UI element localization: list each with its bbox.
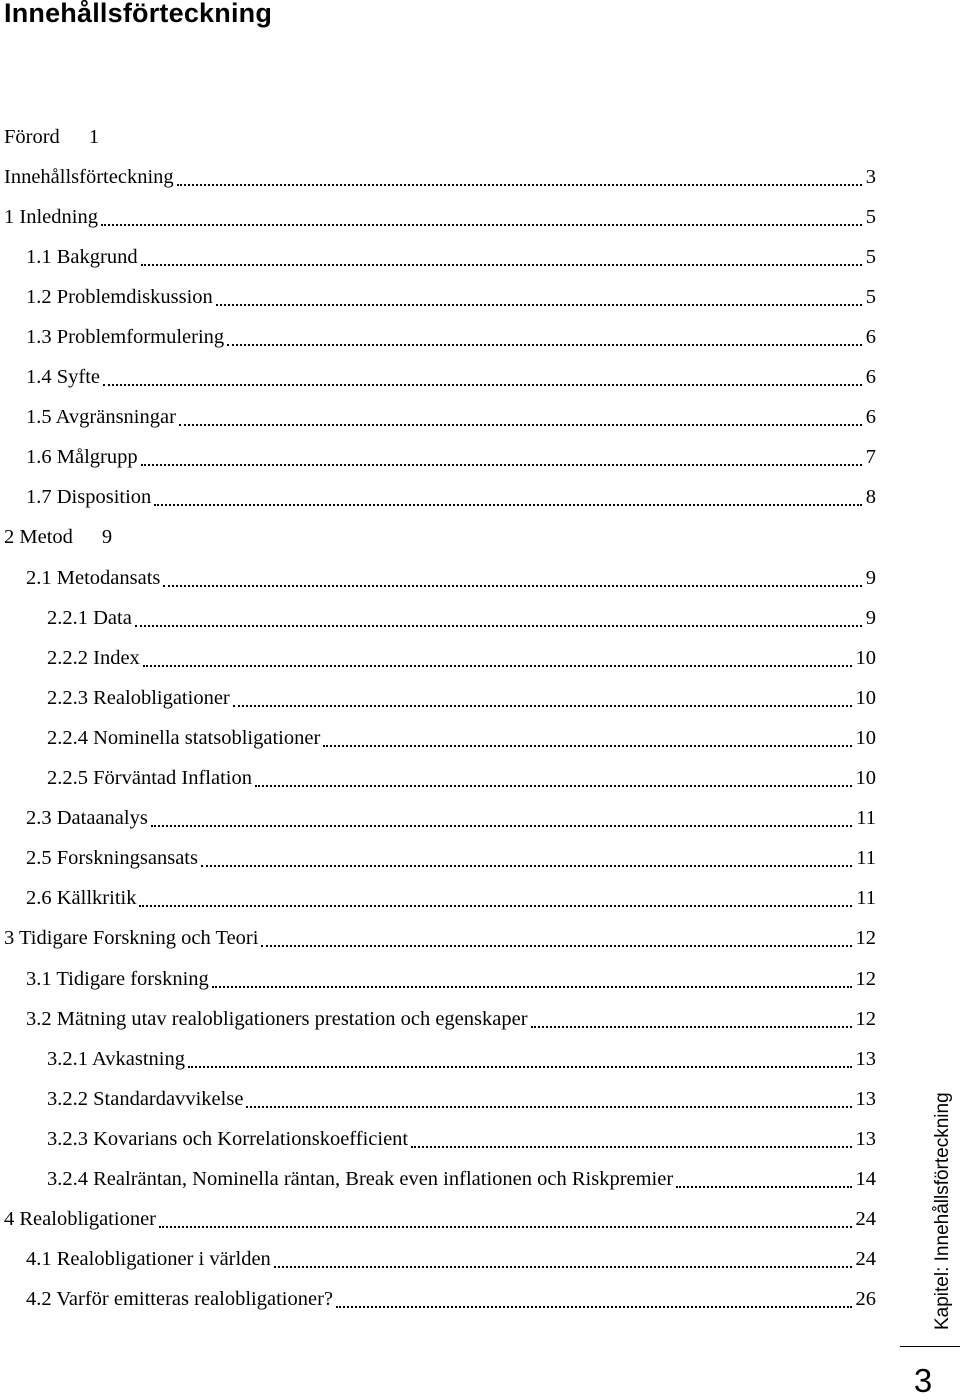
page-number: 3 (913, 1362, 933, 1399)
toc-entry-label: 2.2.5 Förväntad Inflation (47, 767, 252, 790)
toc-entry[interactable] (0, 1280, 876, 1320)
toc-entry-page: 13 (855, 1127, 876, 1150)
toc-entry-label: 2.3 Dataanalys (26, 807, 148, 830)
toc-entry-label: 3.2.3 Kovarians och Korrelationskoefficient (47, 1127, 409, 1150)
toc-entry-label: Innehållsförteckning (4, 165, 174, 188)
toc-entry-label: 1.1 Bakgrund (26, 245, 138, 268)
toc-entry-page: 24 (855, 1208, 876, 1231)
toc-entry-page: 9 (865, 566, 876, 589)
toc-entry[interactable] (0, 157, 876, 197)
toc-entry[interactable] (0, 598, 876, 638)
toc-entry-label: 2.1 Metodansats (26, 566, 161, 589)
toc-entry[interactable] (0, 718, 876, 758)
toc-entry-label: 3 Tidigare Forskning och Teori (4, 927, 259, 950)
toc-entry-page: 6 (865, 326, 876, 349)
toc-entry[interactable] (0, 518, 876, 558)
toc-entry-page: 8 (865, 486, 876, 509)
toc-entry[interactable] (0, 1039, 876, 1079)
toc-entry[interactable] (0, 277, 876, 317)
toc-entry-label: 3.1 Tidigare forskning (26, 967, 209, 990)
dot-leader (201, 864, 852, 867)
toc-entry-label: 2.2.3 Realobligationer (47, 686, 230, 709)
dot-leader (323, 744, 851, 747)
chapter-sidebar (900, 1060, 960, 1399)
dot-leader (246, 1105, 851, 1108)
dot-leader (179, 423, 862, 426)
toc-entry-page: 10 (855, 646, 876, 669)
dot-leader (212, 985, 852, 988)
toc-entry[interactable] (0, 117, 876, 157)
toc-entry-page: 10 (855, 726, 876, 749)
dot-leader (103, 383, 862, 386)
toc-entry[interactable] (0, 358, 876, 398)
toc-entry[interactable] (0, 799, 876, 839)
toc-entry[interactable] (0, 1119, 876, 1159)
toc-entry-label: 4.1 Realobligationer i världen (26, 1248, 271, 1271)
sidebar-divider (900, 1346, 960, 1347)
toc-entry-label: 1 Inledning (4, 205, 98, 228)
toc-entry-page: 11 (856, 847, 876, 870)
toc-entry-label: 4.2 Varför emitteras realobligationer? (26, 1288, 333, 1311)
dot-leader (135, 624, 862, 627)
toc-entry-page: 11 (856, 807, 876, 830)
toc-entry-label: 2.2.1 Data (47, 606, 132, 629)
toc-entry-page: 3 (865, 165, 876, 188)
dot-leader (141, 463, 862, 466)
toc-entry-page: 11 (856, 887, 876, 910)
dot-leader (143, 664, 852, 667)
toc-entry[interactable] (0, 959, 876, 999)
toc-entry-page: 9 (101, 526, 113, 549)
chapter-label: Kapitel: Innehållsförteckning (932, 1092, 953, 1330)
dot-leader (227, 343, 862, 346)
toc-entry[interactable] (0, 478, 876, 518)
dot-leader (531, 1025, 852, 1028)
toc-entry-label: 2 Metod (4, 526, 73, 549)
toc-entry-page: 12 (855, 967, 876, 990)
toc-entry-page: 5 (865, 285, 876, 308)
toc-entry[interactable] (0, 1240, 876, 1280)
toc-entry[interactable] (0, 759, 876, 799)
toc-entry-label: 1.4 Syfte (26, 366, 101, 389)
dot-leader (101, 223, 862, 226)
dot-leader (188, 1065, 852, 1068)
toc-entry-page: 6 (865, 366, 876, 389)
toc-entry-label: 2.2.2 Index (47, 646, 140, 669)
toc-entry-label: 1.6 Målgrupp (26, 446, 138, 469)
toc-entry-page: 6 (865, 406, 876, 429)
toc-entry-label: 2.2.4 Nominella statsobligationer (47, 726, 321, 749)
toc-entry[interactable] (0, 879, 876, 919)
toc-entry-page: 1 (88, 125, 100, 148)
toc-entry[interactable] (0, 919, 876, 959)
toc-entry-page: 7 (865, 446, 876, 469)
toc-entry[interactable] (0, 398, 876, 438)
toc-entry[interactable] (0, 558, 876, 598)
toc-entry-label: 2.5 Forskningsansats (26, 847, 198, 870)
toc-entry-page: 14 (855, 1167, 876, 1190)
toc-entry-label: 1.2 Problemdiskussion (26, 285, 213, 308)
toc-entry[interactable] (0, 678, 876, 718)
dot-leader (151, 824, 852, 827)
dot-leader (139, 904, 852, 907)
toc-entry-page: 12 (855, 927, 876, 950)
toc-entry-page: 13 (855, 1087, 876, 1110)
toc-entry-label: 2.6 Källkritik (26, 887, 137, 910)
dot-leader (159, 1225, 852, 1228)
toc-entry-label: 3.2.2 Standardavvikelse (47, 1087, 244, 1110)
toc-entry-label: 4 Realobligationer (4, 1208, 156, 1231)
toc-entry[interactable] (0, 237, 876, 277)
dot-leader (233, 704, 852, 707)
toc-entry-page: 10 (855, 686, 876, 709)
toc-entry[interactable] (0, 1079, 876, 1119)
dot-leader (154, 503, 861, 506)
toc-entry-page: 10 (855, 767, 876, 790)
dot-leader (255, 784, 852, 787)
toc-entry[interactable] (0, 438, 876, 478)
toc-entry-page: 26 (855, 1288, 876, 1311)
dot-leader (411, 1145, 851, 1148)
toc-entry[interactable] (0, 1200, 876, 1240)
dot-leader (177, 183, 862, 186)
page-title: Innehållsförteckning (4, 0, 273, 28)
dot-leader (676, 1185, 851, 1188)
dot-leader (141, 263, 862, 266)
dot-leader (336, 1305, 852, 1308)
toc-entry-page: 5 (865, 245, 876, 268)
toc-entry-label: 1.3 Problemformulering (26, 326, 225, 349)
toc-entry-label: 3.2.4 Realräntan, Nominella räntan, Break even inflationen och Riskpremier (47, 1167, 674, 1190)
toc-entry-label: 3.2 Mätning utav realobligationers prestation och egenskaper (26, 1007, 528, 1030)
toc-entry-page: 12 (855, 1007, 876, 1030)
toc-entry-label: Förord (4, 125, 60, 148)
toc-entry[interactable] (0, 317, 876, 357)
toc-entry[interactable] (0, 839, 876, 879)
toc-entry-label: 1.7 Disposition (26, 486, 152, 509)
dot-leader (163, 584, 861, 587)
toc-entry[interactable] (0, 999, 876, 1039)
toc-entry[interactable] (0, 197, 876, 237)
toc-entry-label: 3.2.1 Avkastning (47, 1047, 185, 1070)
toc-entry[interactable] (0, 1159, 876, 1199)
toc-entry-page: 5 (865, 205, 876, 228)
table-of-contents (0, 117, 876, 1320)
dot-leader (216, 303, 862, 306)
dot-leader (274, 1265, 852, 1268)
toc-entry[interactable] (0, 638, 876, 678)
toc-entry-page: 24 (855, 1248, 876, 1271)
dot-leader (261, 944, 851, 947)
toc-entry-label: 1.5 Avgränsningar (26, 406, 176, 429)
toc-entry-page: 13 (855, 1047, 876, 1070)
toc-entry-page: 9 (865, 606, 876, 629)
